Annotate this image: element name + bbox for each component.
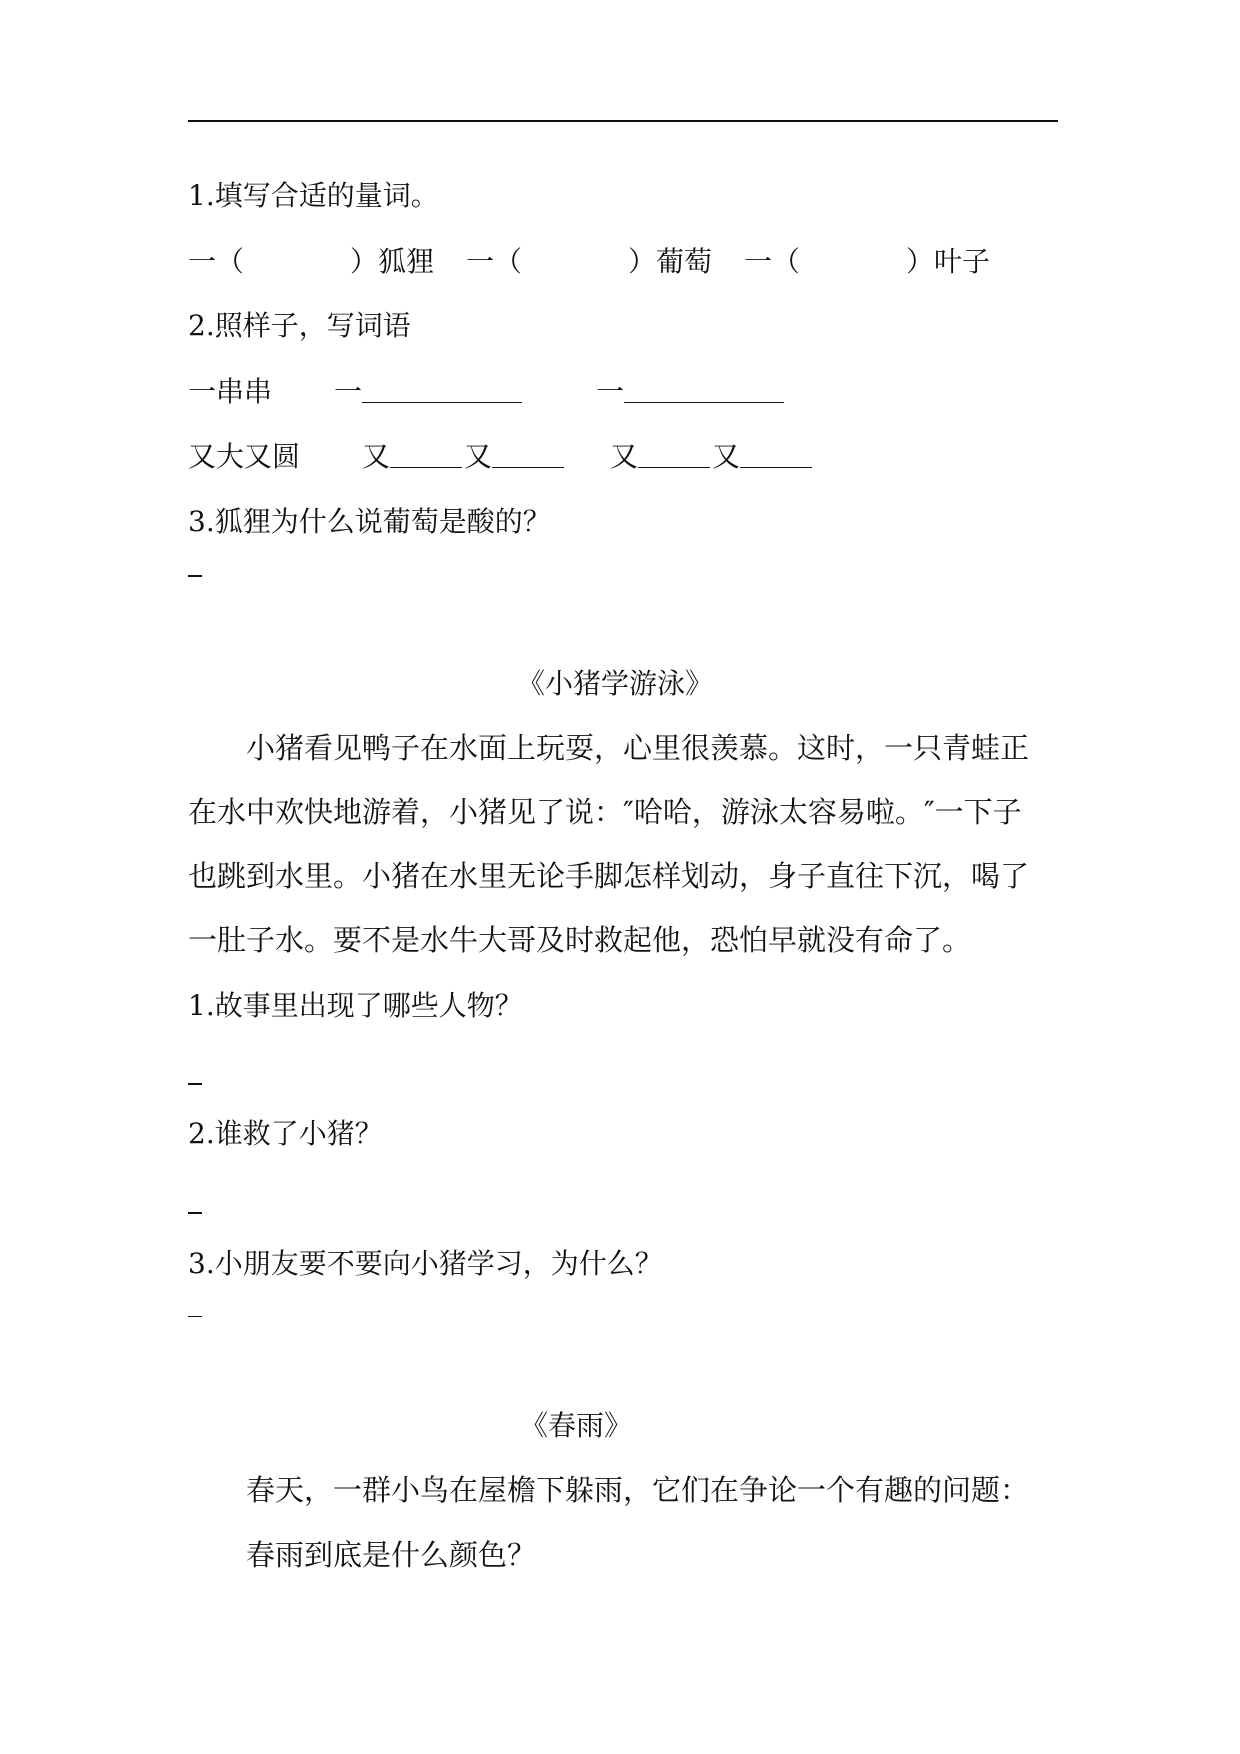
answer-blank-you-1[interactable] bbox=[390, 467, 462, 468]
measure-word-prefix-2: 一（ bbox=[466, 245, 523, 278]
answer-blank-you-3[interactable] bbox=[638, 467, 710, 468]
measure-word-prefix-1: 一（ bbox=[188, 245, 245, 278]
story-paragraph-line-3: 也跳到水里。小猪在水里无论手脚怎样划动，身子直往下沉，喝了 bbox=[188, 859, 1030, 893]
question-sour-grapes: 3.狐狸为什么说葡萄是酸的？ bbox=[188, 505, 551, 538]
measure-word-suffix-3: ）叶子 bbox=[906, 245, 991, 278]
answer-blank-you-4[interactable] bbox=[740, 467, 812, 468]
measure-word-suffix-2: ）葡萄 bbox=[628, 245, 713, 278]
question-learn-from-piglet: 3.小朋友要不要向小猪学习，为什么？ bbox=[188, 1247, 663, 1280]
answer-line[interactable] bbox=[188, 1212, 202, 1214]
story-title-piglet: 《小猪学游泳》 bbox=[517, 667, 714, 700]
answer-blank-you-2[interactable] bbox=[492, 467, 564, 468]
you-prefix-2: 又 bbox=[464, 440, 493, 473]
question-characters: 1.故事里出现了哪些人物？ bbox=[188, 989, 523, 1022]
answer-blank-yi-1[interactable] bbox=[362, 402, 522, 403]
question-write-words: 2.照样子，写词语 bbox=[188, 309, 411, 342]
yi-prefix-2: 一 bbox=[596, 375, 625, 408]
example-word-2: 又大又圆 bbox=[188, 440, 301, 473]
you-prefix-3: 又 bbox=[610, 440, 639, 473]
header-rule bbox=[188, 120, 1058, 122]
you-prefix-4: 又 bbox=[712, 440, 741, 473]
answer-blank-yi-2[interactable] bbox=[624, 402, 784, 403]
answer-line[interactable] bbox=[188, 1083, 202, 1085]
question-measure-words: 1.填写合适的量词。 bbox=[188, 179, 439, 212]
story-paragraph-line-2: 在水中欢快地游着，小猪见了说：″哈哈，游泳太容易啦。″一下子 bbox=[188, 795, 1022, 829]
story-paragraph-line-1: 春天，一群小鸟在屋檐下躲雨，它们在争论一个有趣的问题： bbox=[246, 1473, 1030, 1507]
question-who-saved: 2.谁救了小猪？ bbox=[188, 1117, 383, 1150]
you-prefix-1: 又 bbox=[362, 440, 391, 473]
measure-word-prefix-3: 一（ bbox=[744, 245, 801, 278]
story-paragraph-line-2: 春雨到底是什么颜色？ bbox=[246, 1538, 537, 1572]
story-paragraph-line-1: 小猪看见鸭子在水面上玩耍，心里很羡慕。这时，一只青蛙正 bbox=[246, 731, 1030, 765]
answer-line[interactable] bbox=[188, 575, 202, 577]
yi-prefix-1: 一 bbox=[334, 375, 363, 408]
example-word-1: 一串串 bbox=[188, 375, 273, 408]
measure-word-suffix-1: ）狐狸 bbox=[350, 245, 435, 278]
story-title-spring-rain: 《春雨》 bbox=[520, 1409, 633, 1442]
story-paragraph-line-4: 一肚子水。要不是水牛大哥及时救起他，恐怕早就没有命了。 bbox=[188, 923, 972, 957]
answer-line[interactable] bbox=[188, 1316, 202, 1317]
